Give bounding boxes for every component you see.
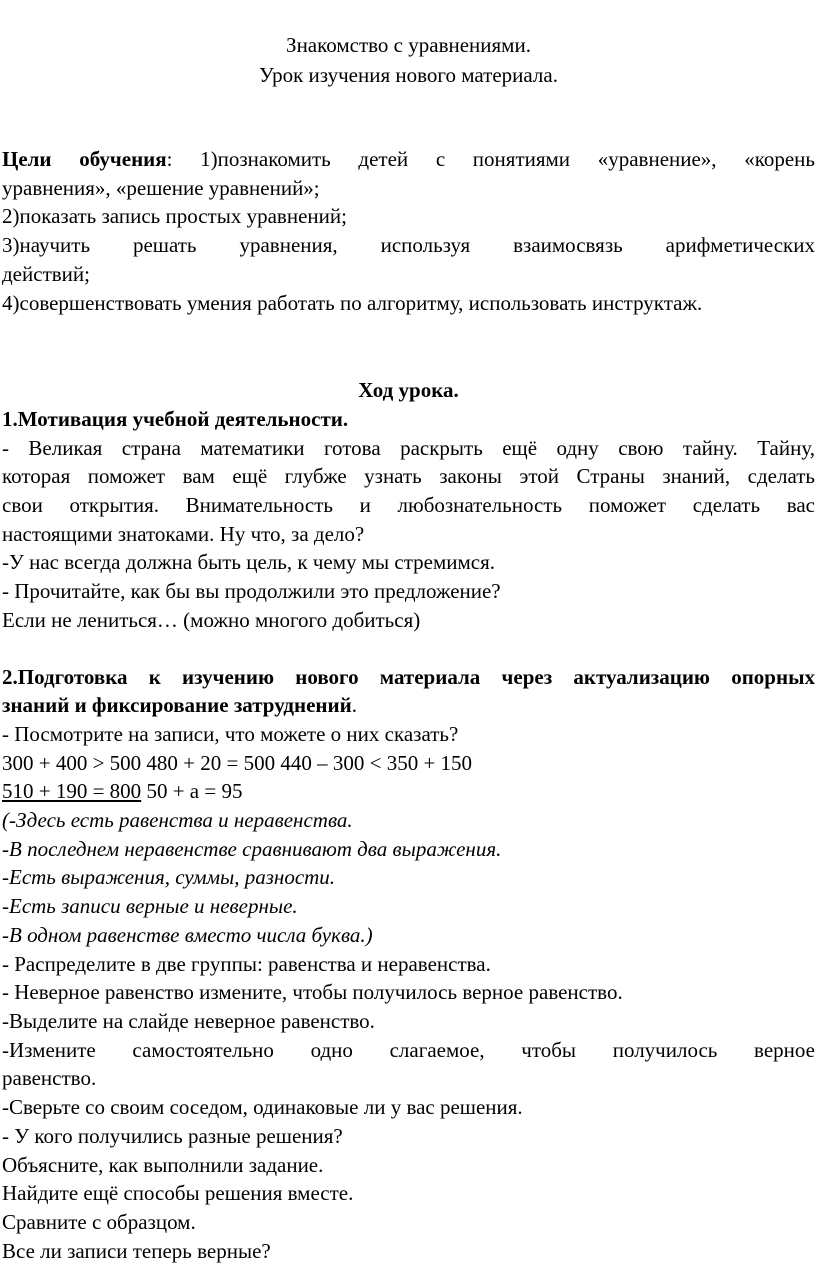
goals-line-4: 3)научить решать уравнения, используя взаимосвязь арифметических (2, 233, 815, 258)
instruction-line: - Распределите в две группы: равенства и неравенства. (2, 951, 491, 976)
goals-line-1-text: 1)познакомить детей с понятиями «уравнение», «корень (172, 147, 815, 171)
underlined-equation: 510 + 190 = 800 (2, 779, 142, 804)
instruction-line: - Неверное равенство измените, чтобы получилось верное равенство. (2, 980, 623, 1005)
section-2-heading-period: . (351, 693, 357, 718)
instruction-line: равенство. (2, 1066, 97, 1091)
instruction-line: Все ли записи теперь верные? (2, 1238, 271, 1263)
goals-line-3: 2)показать запись простых уравнений; (2, 204, 347, 229)
goals-colon: : (166, 147, 173, 171)
instruction-line: -Измените самостоятельно одно слагаемое, чтобы получилось верное (2, 1037, 815, 1062)
answer-line: -Есть записи верные и неверные. (2, 894, 298, 919)
section-1-line: - Прочитайте, как бы вы продолжили это предложение? (2, 579, 501, 604)
section-2-heading-text: знаний и фиксирование затруднений (2, 693, 352, 718)
instruction-line: - У кого получились разные решения? (2, 1123, 343, 1148)
answer-line: -В одном равенстве вместо числа буква.) (2, 922, 373, 947)
lesson-heading: Ход урока. (358, 378, 459, 403)
goals-line-2: уравнения», «решение уравнений»; (2, 175, 320, 200)
learning-goals (2, 145, 815, 317)
answer-line: -Есть выражения, суммы, разности. (2, 865, 336, 890)
title-line-2: Урок изучения нового материала. (259, 63, 558, 87)
instruction-line: Сравните с образцом. (2, 1209, 196, 1234)
instruction-line: Объясните, как выполнили задание. (2, 1152, 324, 1177)
section-1-line: - Великая страна математики готова раскрыть ещё одну свою тайну. Тайну, (2, 435, 815, 460)
section-1-line: настоящими знатоками. Ну что, за дело? (2, 521, 365, 546)
goals-label: Цели обучения (2, 147, 167, 171)
section-2-heading-line-2 (2, 691, 815, 720)
expression-line-1: 300 + 400 > 500 480 + 20 = 500 440 – 300 < 350 + 150 (2, 750, 473, 775)
answer-line: -В последнем неравенстве сравнивают два выражения. (2, 836, 502, 861)
expression-line-2 (2, 777, 815, 806)
section-1-line: -У нас всегда должна быть цель, к чему мы стремимся. (2, 550, 496, 575)
section-1-heading: 1.Мотивация учебной деятельности. (2, 406, 349, 431)
goals-line-1 (2, 145, 815, 174)
section-preparation (2, 663, 815, 1265)
section-motivation (2, 405, 815, 635)
equation-with-letter: 50 + а = 95 (141, 779, 243, 804)
document-title (2, 0, 815, 90)
instruction-line: Найдите ещё способы решения вместе. (2, 1181, 354, 1206)
goals-line-5: действий; (2, 261, 90, 286)
section-1-line: Если не лениться… (можно многого добиться) (2, 607, 421, 632)
title-line-1: Знакомство с уравнениями. (286, 33, 531, 57)
answer-line: (-Здесь есть равенства и неравенства. (2, 808, 353, 833)
instruction-line: -Сверьте со своим соседом, одинаковые ли у вас решения. (2, 1095, 523, 1120)
instruction-line: -Выделите на слайде неверное равенство. (2, 1008, 375, 1033)
spacer (2, 635, 815, 663)
spacer (2, 317, 815, 373)
goals-line-6: 4)совершенствовать умения работать по алгоритму, использовать инструктаж. (2, 290, 703, 315)
section-2-heading-line-1: 2.Подготовка к изучению нового материала через актуализацию опорных (2, 664, 815, 689)
section-1-line: которая поможет вам ещё глубже узнать законы этой Страны знаний, сделать (2, 464, 815, 489)
section-2-intro: - Посмотрите на записи, что можете о них сказать? (2, 721, 459, 746)
document-page (2, 0, 815, 1265)
section-1-line: свои открытия. Внимательность и любознательность поможет сделать вас (2, 493, 815, 518)
